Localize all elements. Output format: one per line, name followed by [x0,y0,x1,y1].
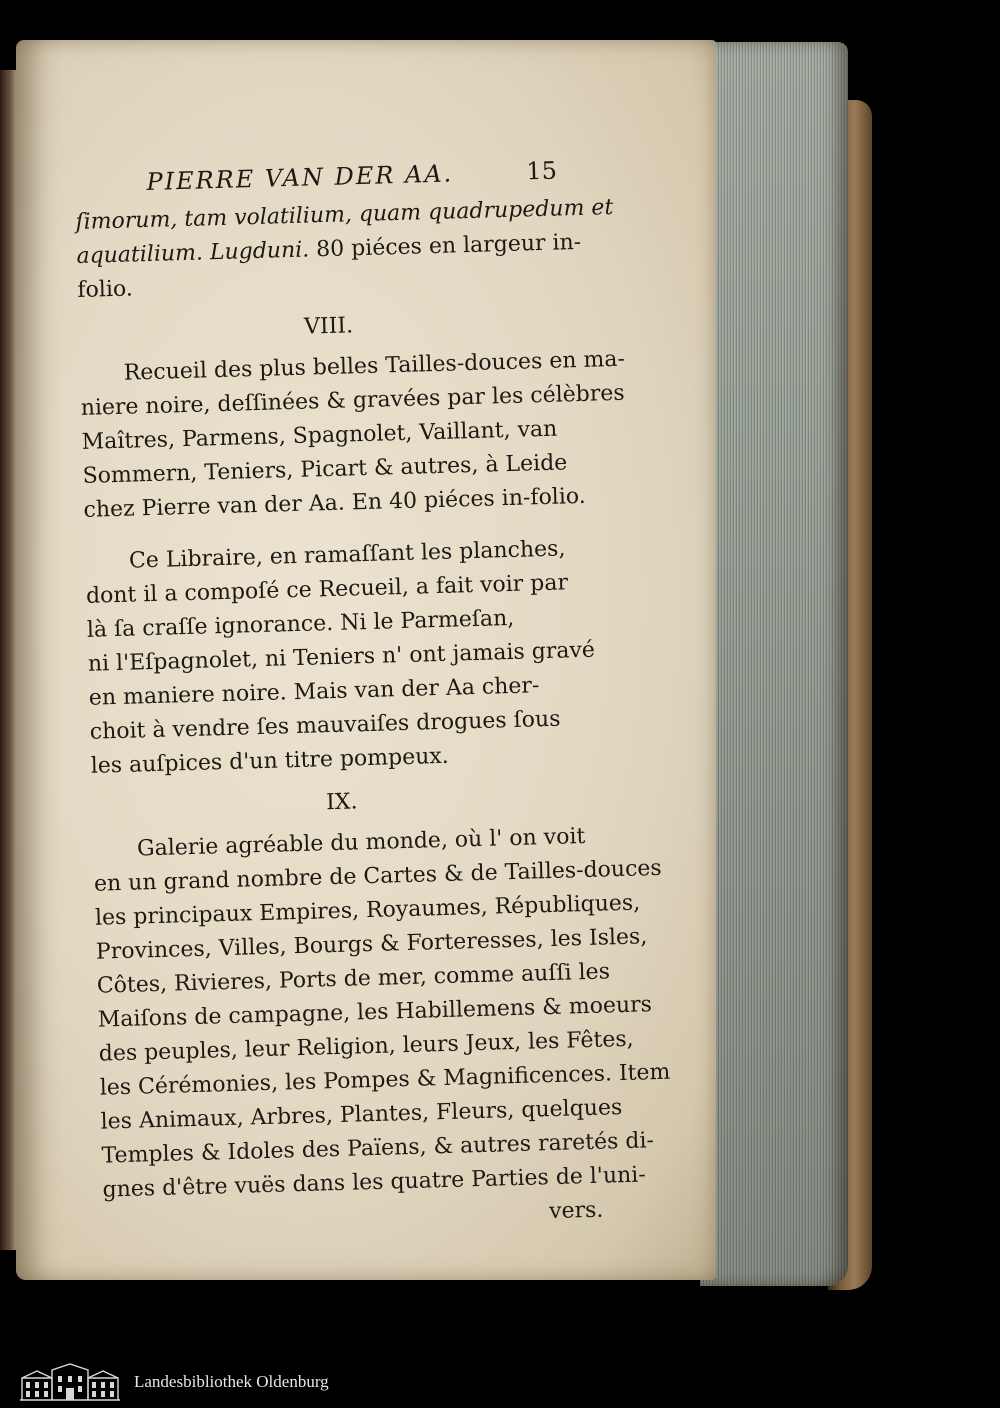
text-line: gnes d'être vuës dans les quatre Parties de l'uni- [102,1162,647,1203]
text-span: 80 piéces en largeur in- [308,229,582,263]
section-numeral-ix: IX. [325,789,358,816]
text-line: Galerie agréable du monde, où l' on voit [136,823,586,862]
text-line: en maniere noire. Mais van der Aa cher- [88,673,540,711]
page-block-edges [700,42,848,1286]
entry-viii [79,344,626,528]
running-title: PIERRE VAN DER AA. [146,159,454,196]
text-line: les auſpices d'un titre pompeux. [90,743,450,779]
page-number: 15 [525,156,558,186]
text-line: les Cérémonies, les Pompes & Magnificences. Item [99,1059,671,1101]
continuation-paragraph [75,192,614,308]
text-line: folio. [77,276,134,303]
text-line: Ce Libraire, en ramaſſant les planches, [128,536,566,574]
library-building-icon [18,1362,122,1402]
entry-ix [93,820,671,1242]
page-text [74,152,671,1242]
section-numeral-viii: VIII. [303,313,354,340]
text-line: Recueil des plus belles Tailles-douces en ma- [123,346,626,386]
text-span: En 40 piéces in-folio. [344,483,587,516]
text-line: ni l'Eſpagnolet, ni Teniers n' ont jamais gravé [87,637,596,677]
text-span: chez Pierre van der Aa. [83,490,346,523]
text-line: Côtes, Rivieres, Ports de mer, comme auſſi les [96,959,611,999]
comment-viii [85,532,596,784]
text-line: les Animaux, Arbres, Plantes, Fleurs, quelques [100,1095,623,1135]
text-line: les principaux Empires, Royaumes, Républiques, [94,890,641,931]
text-line: choit à vendre ſes mauvaiſes drogues ſous [89,706,561,745]
text-line: Maiſons de campagne, les Habillemens & moeurs [97,992,653,1033]
text-line: en un grand nombre de Cartes & de Tailles-douces [93,855,663,897]
library-footer [0,1356,1000,1408]
catchword: vers. [548,1197,604,1225]
text-line: des peuples, leur Religion, leurs Jeux, les Fêtes, [98,1026,634,1067]
text-line: Temples & Idoles des Païens, & autres raretés di- [101,1128,655,1169]
text-line: là ſa craſſe ignorance. Ni le Parmeſan, [86,605,515,643]
text-line: Sommern, Teniers, Picart & autres, à Leide [82,450,568,489]
text-line: dont il a compoſé ce Recueil, a fait voir par [85,570,569,609]
text-line: niere noire, deſſinées & gravées par les célèbres [80,380,625,421]
library-name: Landesbibliothek Oldenburg [134,1372,329,1391]
text-span: aquatilium. Lugduni. [76,237,310,269]
text-line: Maîtres, Parmens, Spagnolet, Vaillant, van [81,416,558,455]
text-line: Provinces, Villes, Bourgs & Forteresses, les Isles, [95,924,648,965]
text-line: ſimorum, tam volatilium, quam quadrupedum et [75,194,614,235]
